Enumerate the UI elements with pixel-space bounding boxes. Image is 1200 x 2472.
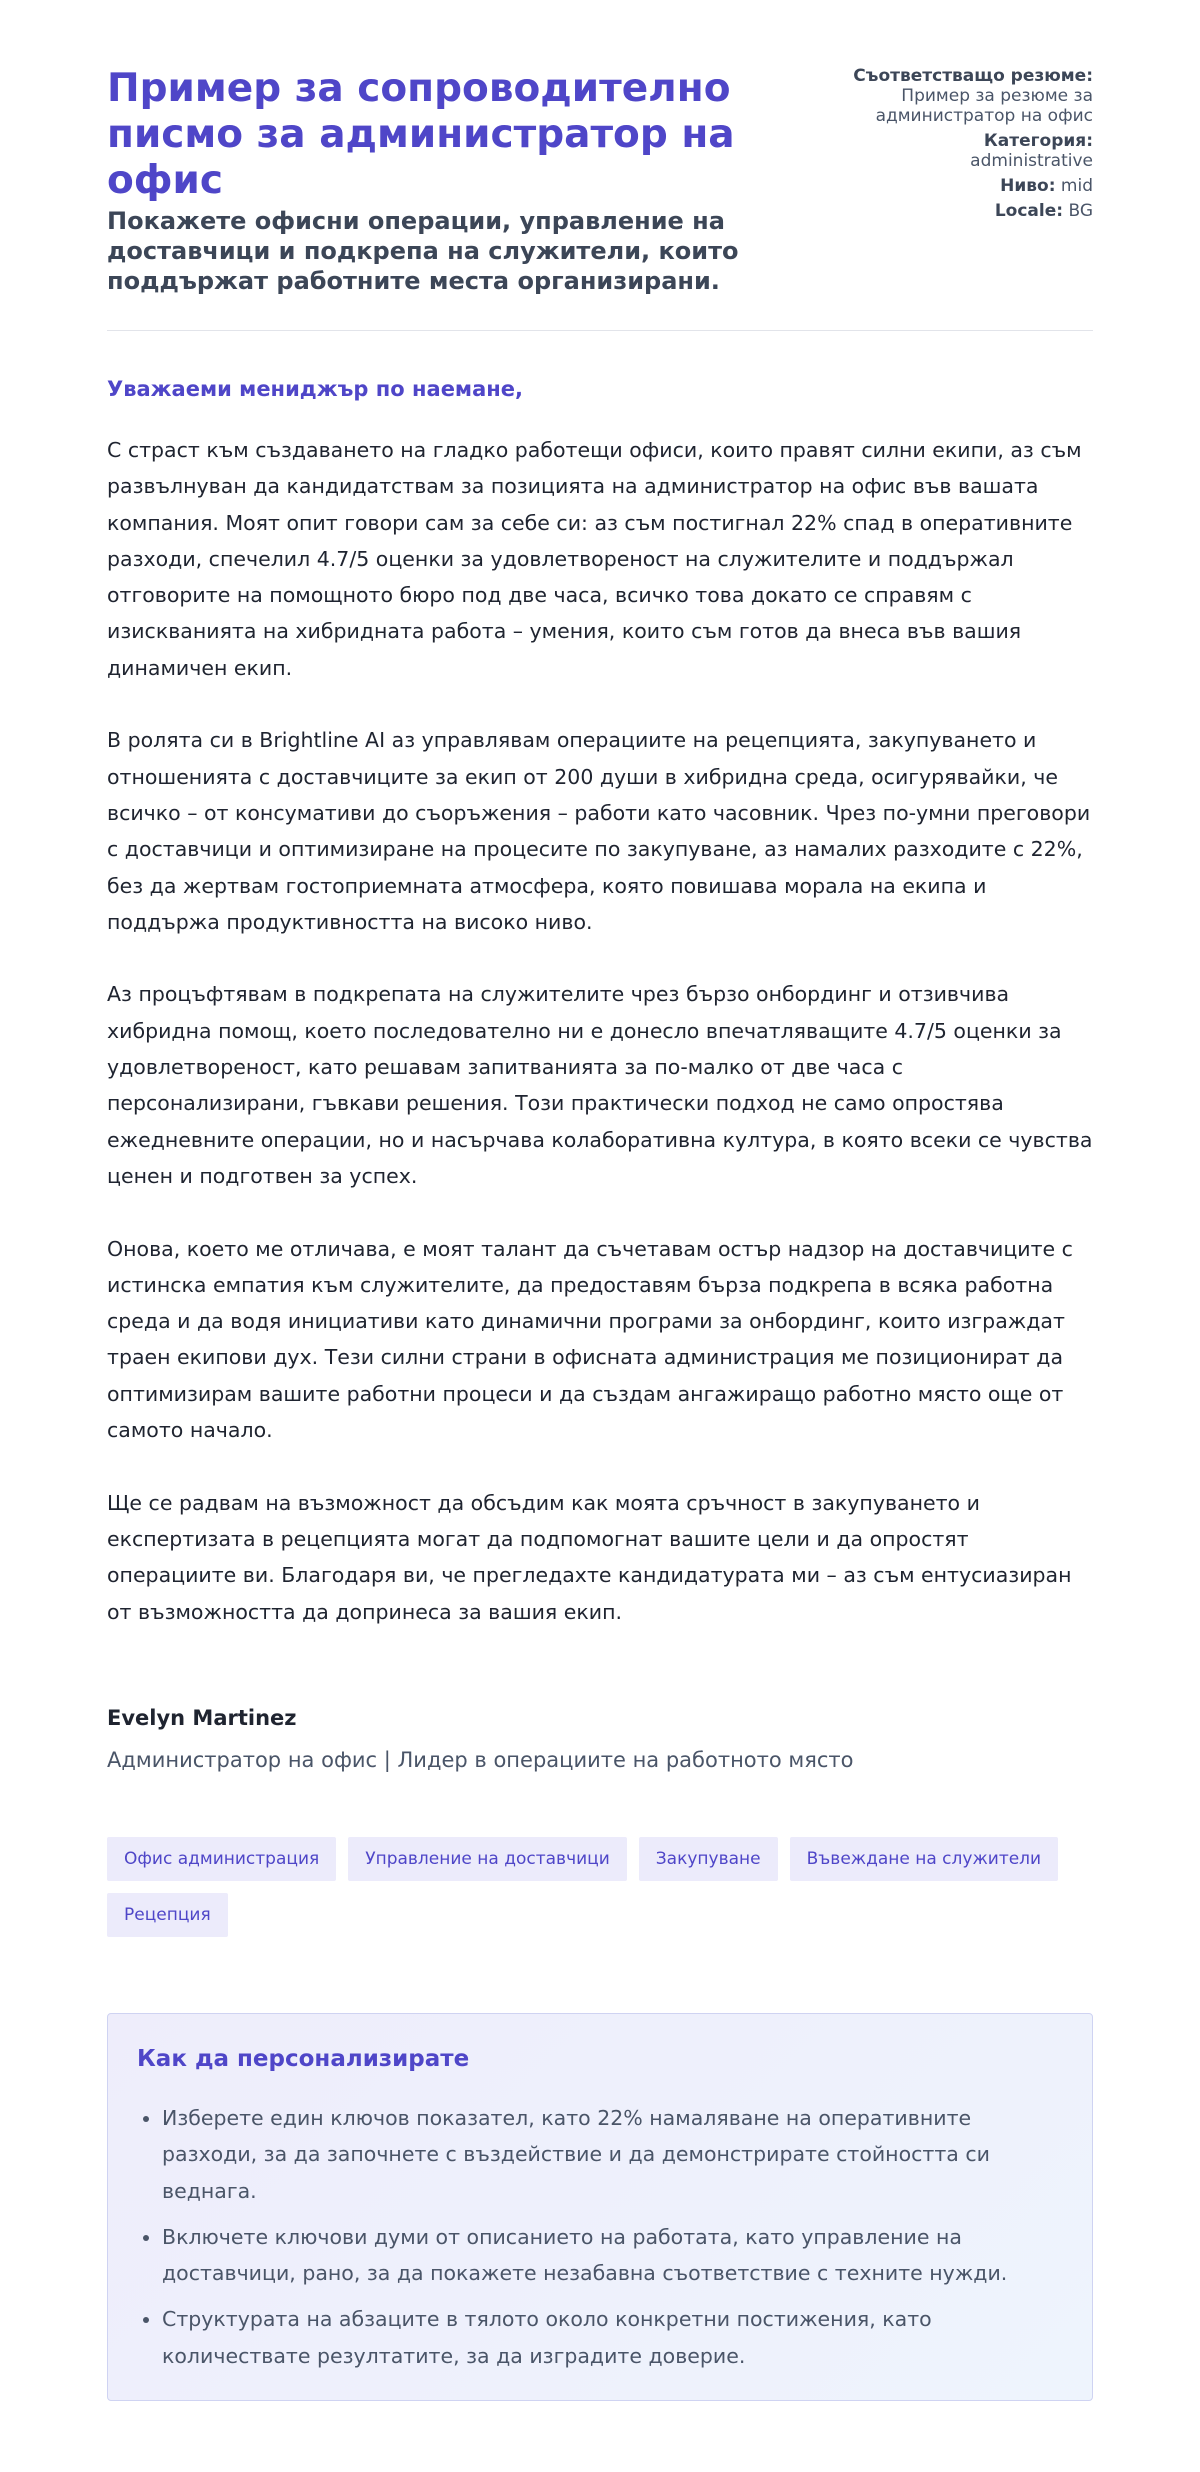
page-title: Пример за сопроводително писмо за администратор на офис xyxy=(107,66,735,203)
meta-locale xyxy=(853,201,1093,221)
meta-locale-label: Locale: xyxy=(994,201,1064,221)
meta-resume xyxy=(853,66,1093,126)
letter-paragraph: Аз процъфтявам в подкрепата на служителите чрез бързо онбординг и отзивчива хибридна помощ, което последователно ни е донесло впечатляващите 4.7/5 оценки за удовлетвореност, като решавам запитванията за по-малко от две часа с персонализирани, гъвкави решения. Този практически подход не само опростява ежедневните операции, но и насърчава колаборативна култура, в която всеки се чувства ценен и подготвен за успех. xyxy=(107,982,1093,1188)
tips-title: Как да персонализирате xyxy=(137,2046,470,2072)
tips-item: • Структурата на абзаците в тялото около конкретни постижения, като количествате резултатите, за да изградите доверие. xyxy=(162,2301,1062,2374)
meta-resume-label: Съответстващо резюме: xyxy=(853,66,1093,86)
meta-category xyxy=(853,131,1093,171)
letter-paragraph: Онова, което ме отличава, е моят талант да съчетавам остър надзор на доставчиците с истинска емпатия към служителите, да предоставям бърза подкрепа в всяка работна среда и да водя инициативи като динамични програми за онбординг, които изграждат траен екипови дух. Тези силни страни в офисната администрация ме позиционират да оптимизирам вашите работни процеси и да създам ангажиращо работно място още от самото начало. xyxy=(107,1236,1073,1443)
meta-panel xyxy=(853,66,1093,226)
letter-body xyxy=(107,432,1093,1666)
tips-list xyxy=(137,2100,1062,2384)
header-divider xyxy=(107,330,1093,331)
skill-tag[interactable]: Рецепция xyxy=(107,1893,228,1937)
meta-locale-value: BG xyxy=(1068,201,1093,221)
tips-item: • Изберете един ключов показател, като 22% намаляване на оперативните разходи, за да започнете с въздействие и да демонстрирате стойността си веднага. xyxy=(162,2100,1062,2209)
page-subtitle: Покажете офисни операции, управление на доставчици и подкрепа на служители, които поддържат работните места организирани. xyxy=(107,207,739,295)
skill-tags xyxy=(107,1837,1093,1937)
letter-paragraph: С страст към създаването на гладко работещи офиси, които правят силни екипи, аз съм развълнуван да кандидатствам за позицията на администратор на офис във вашата компания. Моят опит говори сам за себе си: аз съм постигнал 22% спад в оперативните разходи, спечелил 4.7/5 оценки за удовлетвореност на служителите и поддържал отговорите на помощното бюро под две часа, всичко това докато се справям с изискванията на хибридната работа – умения, които съм готов да внеса във вашия динамичен екип. xyxy=(107,438,1082,680)
tips-item: • Включете ключови думи от описанието на работата, като управление на доставчици, рано, за да покажете незабавна съответствие с техните нужди. xyxy=(162,2219,1062,2292)
skill-tag[interactable]: Офис администрация xyxy=(107,1837,336,1881)
meta-category-label: Категория: xyxy=(983,131,1093,151)
letter-paragraph: В ролята си в Brightline AI аз управлявам операциите на рецепцията, закупуването и отношенията с доставчиците за екип от 200 души в хибридна среда, осигурявайки, че всичко – от консумативи до съоръжения – работи като часовник. Чрез по-умни преговори с доставчици и оптимизиране на процесите по закупуване, аз намалих разходите с 22%, без да жертвам гостоприемната атмосфера, която повишава морала на екипа и поддържа продуктивността на високо ниво. xyxy=(107,728,1091,934)
personalize-tips-box xyxy=(107,2013,1093,2401)
meta-level-value: mid xyxy=(1060,176,1093,196)
skill-tag[interactable]: Управление на доставчици xyxy=(348,1837,627,1881)
skill-tag[interactable]: Закупуване xyxy=(639,1837,778,1881)
meta-level xyxy=(853,176,1093,196)
meta-level-label: Ниво: xyxy=(1000,176,1056,196)
signature-role: Администратор на офис | Лидер в операциите на работното място xyxy=(107,1748,854,1772)
signature-name: Evelyn Martinez xyxy=(107,1706,297,1730)
letter-paragraph: Ще се радвам на възможност да обсъдим как моята сръчност в закупуването и експертизата в рецепцията могат да подпомогнат вашите цели и да опростят операциите ви. Благодаря ви, че прегледахте кандидатурата ми – аз съм ентусиазиран от възможността да допринеса за вашия екип. xyxy=(107,1490,1072,1624)
meta-resume-value[interactable]: Пример за резюме за администратор на офис xyxy=(875,86,1093,126)
skill-tag[interactable]: Въвеждане на служители xyxy=(790,1837,1058,1881)
meta-category-value: administrative xyxy=(970,151,1093,171)
letter-salutation: Уважаеми мениджър по наемане, xyxy=(107,377,524,401)
